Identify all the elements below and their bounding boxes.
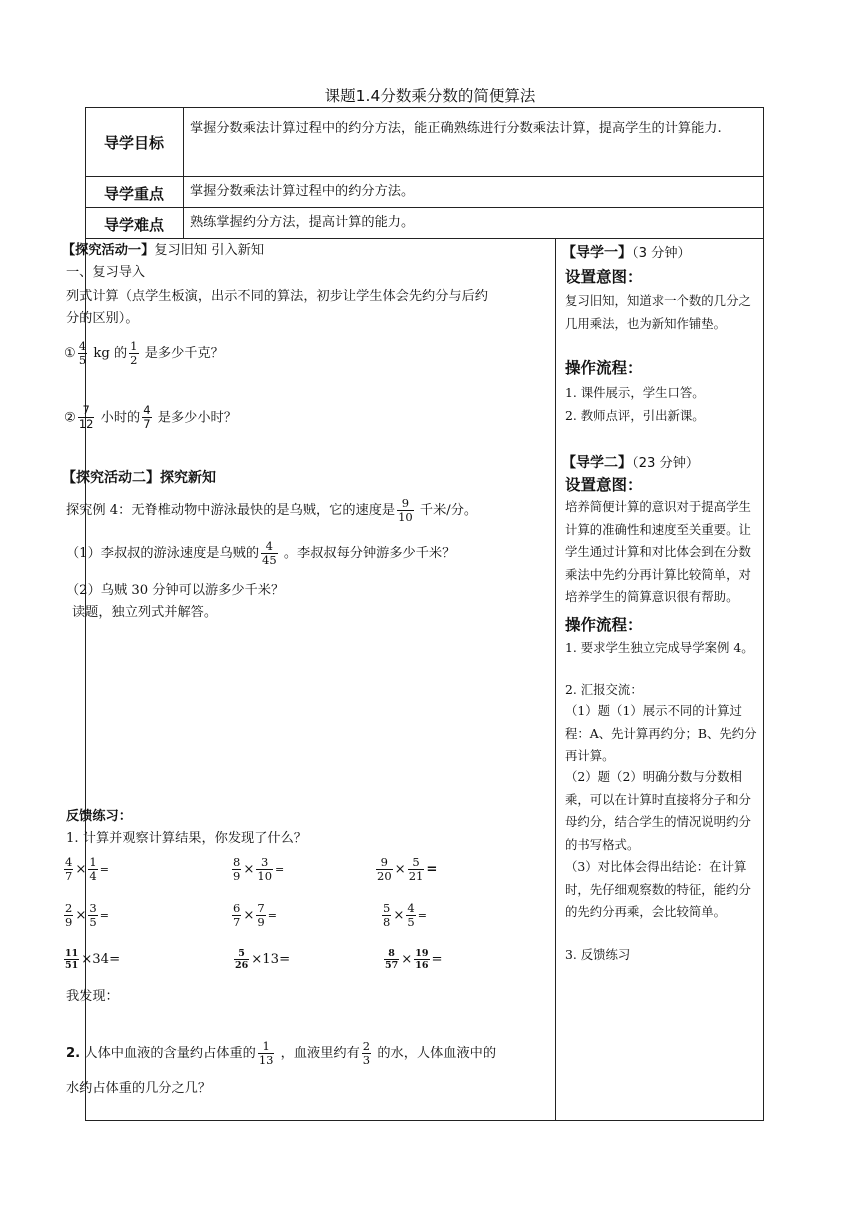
guide-1-flow-label: 操作流程： (565, 359, 643, 377)
discovery-label: 我发现： (66, 989, 119, 1004)
example-4-text: 探究例 4：无脊椎动物中游泳最快的是乌贼，它的速度是 $\frac{9}{10}$ 千米/分。 (66, 496, 478, 524)
table-border-bottom (85, 1120, 764, 1121)
feedback-question-2: 2. 人体中血液的含量约占体重的 $\frac{1}{13}$ ，血液里约有 $\frac{2}{3}$ 的水，人体血液中的 (66, 1039, 497, 1067)
table-border-right (763, 107, 764, 1121)
example-instruction: 读题，独立列式并解答。 (72, 605, 218, 620)
calc-item: $\frac{8}{57}$ × $\frac{19}{16}$ = (385, 948, 443, 971)
review-question-1: ① $\frac{4}{5}$ kg 的 $\frac{1}{2}$ 是多少千克？ (64, 339, 224, 367)
key-point-label: 导学重点 (103, 185, 164, 203)
body-column-divider (555, 238, 556, 1121)
calc-item: $\frac{2}{9}$ × $\frac{3}{5}$ = (65, 901, 109, 929)
calc-item: $\frac{6}{7}$ × $\frac{7}{9}$ = (233, 901, 277, 929)
guide-2-heading: 【导学二】（23 分钟） (562, 455, 700, 471)
review-text-line2: 分的区别）。 (66, 311, 139, 326)
feedback-question-1: 1. 计算并观察计算结果，你发现了什么？ (66, 831, 307, 846)
calc-item: $\frac{5}{26}$ ×13= (235, 948, 291, 971)
key-point-text: 掌握分数乘法计算过程中的约分方法。 (190, 184, 415, 199)
fraction: $\frac{1}{2}$ (130, 339, 138, 367)
calc-item: $\frac{9}{20}$ × $\frac{5}{21}$ = (377, 855, 438, 883)
example-part-1: （1）李叔叔的游泳速度是乌贼的 $\frac{4}{45}$ 。李叔叔每分钟游多少千米？ (66, 539, 456, 567)
guide-2-intent-label: 设置意图： (565, 476, 643, 494)
guide-2-step-1: 1. 要求学生独立完成导学案例 4。 (565, 640, 754, 655)
guide-2-step-2: 2. 汇报交流： (565, 682, 643, 697)
guide-1-intent: 复习旧知，知道求一个数的几分之几用乘法，也为新知作铺垫。 (565, 293, 751, 331)
review-heading: 一、复习导入 (66, 265, 146, 280)
guide-2-flow-label: 操作流程： (565, 616, 643, 634)
fraction: $\frac{4}{5}$ (78, 339, 87, 367)
row-divider-1 (85, 176, 764, 177)
calc-item: $\frac{8}{9}$ × $\frac{3}{10}$ = (233, 855, 285, 883)
fraction: $\frac{9}{10}$ (398, 496, 413, 524)
calc-item: $\frac{5}{8}$ × $\frac{4}{5}$ = (383, 901, 427, 929)
guide-2-step-3: （1）题（1）展示不同的计算过程：A、先计算再约分；B、先约分再计算。 (565, 703, 757, 763)
table-border-top (85, 107, 764, 108)
example-part-2: （2）乌贼 30 分钟可以游多少千米？ (66, 583, 285, 598)
fraction: $\frac{4}{7}$ (143, 403, 151, 431)
guide-2-step-6: 3. 反馈练习 (565, 947, 631, 962)
guide-2-intent: 培养简便计算的意识对于提高学生计算的准确性和速度至关重要。让学生通过计算和对比体会到在分数乘法中先约分再计算比较简单，对培养学生的简算意识很有帮助。 (565, 499, 751, 604)
header-column-divider (183, 107, 184, 238)
feedback-question-2-line2: 水约占体重的几分之几？ (66, 1081, 212, 1096)
objective-label: 导学目标 (103, 134, 164, 152)
fraction: $\frac{4}{45}$ (262, 539, 277, 567)
activity-1-title: 【探究活动一】 (62, 243, 155, 258)
guide-1-step-1: 1. 课件展示，学生口答。 (565, 385, 705, 400)
review-text-line1: 列式计算（点学生板演，出示不同的算法，初步让学生体会先约分与后约 (66, 289, 488, 304)
calc-item: $\frac{11}{51}$ ×34= (65, 948, 121, 971)
feedback-heading: 反馈练习： (66, 809, 132, 824)
activity-1-heading (62, 240, 264, 262)
difficulty-text: 熟练掌握约分方法，提高计算的能力。 (190, 215, 415, 230)
row-divider-3 (85, 238, 764, 239)
activity-2-heading: 【探究活动二】探究新知 (62, 470, 216, 486)
activity-1-subtitle: 复习旧知 引入新知 (154, 243, 265, 258)
guide-1-step-2: 2. 教师点评，引出新课。 (565, 408, 705, 423)
page-title: 课题1.4分数乘分数的简便算法 (324, 87, 536, 105)
guide-2-step-4: （2）题（2）明确分数与分数相乘，可以在计算时直接将分子和分母约分，结合学生的情况说明约分的书写格式。 (565, 769, 751, 852)
fraction: $\frac{7}{12}$ (78, 403, 94, 431)
guide-1-intent-label: 设置意图： (565, 268, 643, 286)
difficulty-label: 导学难点 (103, 216, 164, 234)
row-divider-2 (85, 207, 764, 208)
calc-item: $\frac{4}{7}$ × $\frac{1}{4}$ = (65, 855, 109, 883)
review-question-2: ② $\frac{7}{12}$ 小时的 $\frac{4}{7}$ 是多少小时？ (64, 403, 237, 431)
guide-2-step-5: （3）对比体会得出结论：在计算时，先仔细观察数的特征，能约分的先约分再乘，会比较简单。 (565, 859, 751, 919)
objective-text: 掌握分数乘法计算过程中的约分方法，能正确熟练进行分数乘法计算，提高学生的计算能力. (190, 121, 722, 136)
guide-1-heading: 【导学一】（3 分钟） (562, 245, 691, 261)
